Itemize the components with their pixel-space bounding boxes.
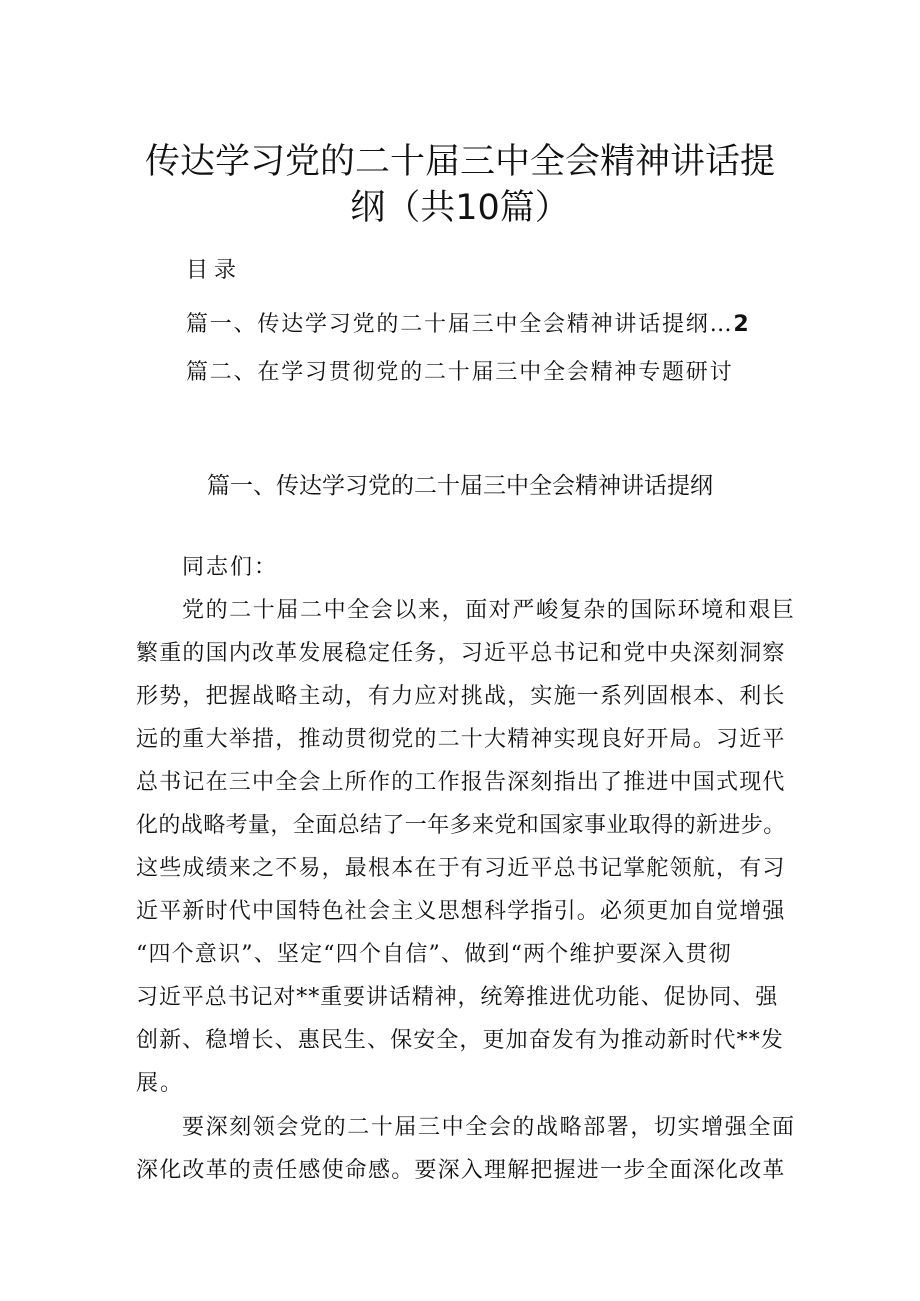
paragraph-1-line: 形势，把握战略主动，有力应对挑战，实施一系列固根本、利长 (136, 684, 786, 709)
paragraph-1-line: 远的重大举措，推动贯彻党的二十大精神实现良好开局。习近平 (136, 727, 786, 752)
paragraph-1-line: 创新、稳增长、惠民生、保安全，更加奋发有为推动新时代**发 (136, 1028, 784, 1053)
toc-item-2[interactable] (186, 362, 733, 384)
salutation: 同志们： (182, 555, 279, 580)
toc-item-2-label: 篇二、在学习贯彻党的二十届三中全会精神专题研讨 (186, 360, 734, 385)
paragraph-1-line: 展。 (136, 1071, 185, 1096)
paragraph-1-line: “四个意识”、坚定“四个自信”、做到“两个维护要深入贯彻 (136, 942, 732, 967)
paragraph-1-line: 近平新时代中国特色社会主义思想科学指引。必须更加自觉增强 (136, 899, 786, 924)
paragraph-1-line: 这些成绩来之不易，最根本在于有习近平总书记掌舵领航，有习 (136, 856, 786, 881)
toc-item-1-page: 2 (733, 312, 749, 337)
toc-item-1-label: 篇一、传达学习党的二十届三中全会精神讲话提纲… (186, 312, 734, 337)
paragraph-1-line: 化的战略考量，全面总结了一年多来党和国家事业取得的新进步。 (136, 813, 786, 838)
paragraph-1-line: 总书记在三中全会上所作的工作报告深刻指出了推进中国式现代 (136, 770, 786, 795)
paragraph-1-line: 党的二十届二中全会以来，面对严峻复杂的国际环境和艰巨 (182, 598, 796, 623)
paragraph-2 (136, 1106, 796, 1192)
paragraph-1-line: 习近平总书记对**重要讲话精神，统筹推进优功能、促协同、强 (136, 985, 779, 1010)
document-title-line-1: 传达学习党的二十届三中全会精神讲话提 (144, 142, 775, 182)
paragraph-1 (136, 589, 796, 1105)
toc-heading: 目录 (186, 258, 243, 283)
paragraph-2-line: 要深刻领会党的二十届三中全会的战略部署，切实增强全面 (182, 1115, 796, 1140)
paragraph-1-line: 繁重的国内改革发展稳定任务，习近平总书记和党中央深刻洞察 (136, 641, 786, 666)
section-heading: 篇一、传达学习党的二十届三中全会精神讲话提纲 (207, 473, 713, 500)
paragraph-2-line: 深化改革的责任感使命感。要深入理解把握进一步全面深化改革 (136, 1158, 786, 1183)
toc-item-1[interactable] (186, 314, 749, 336)
document-title-line-2: 纲（共10篇） (350, 188, 570, 228)
